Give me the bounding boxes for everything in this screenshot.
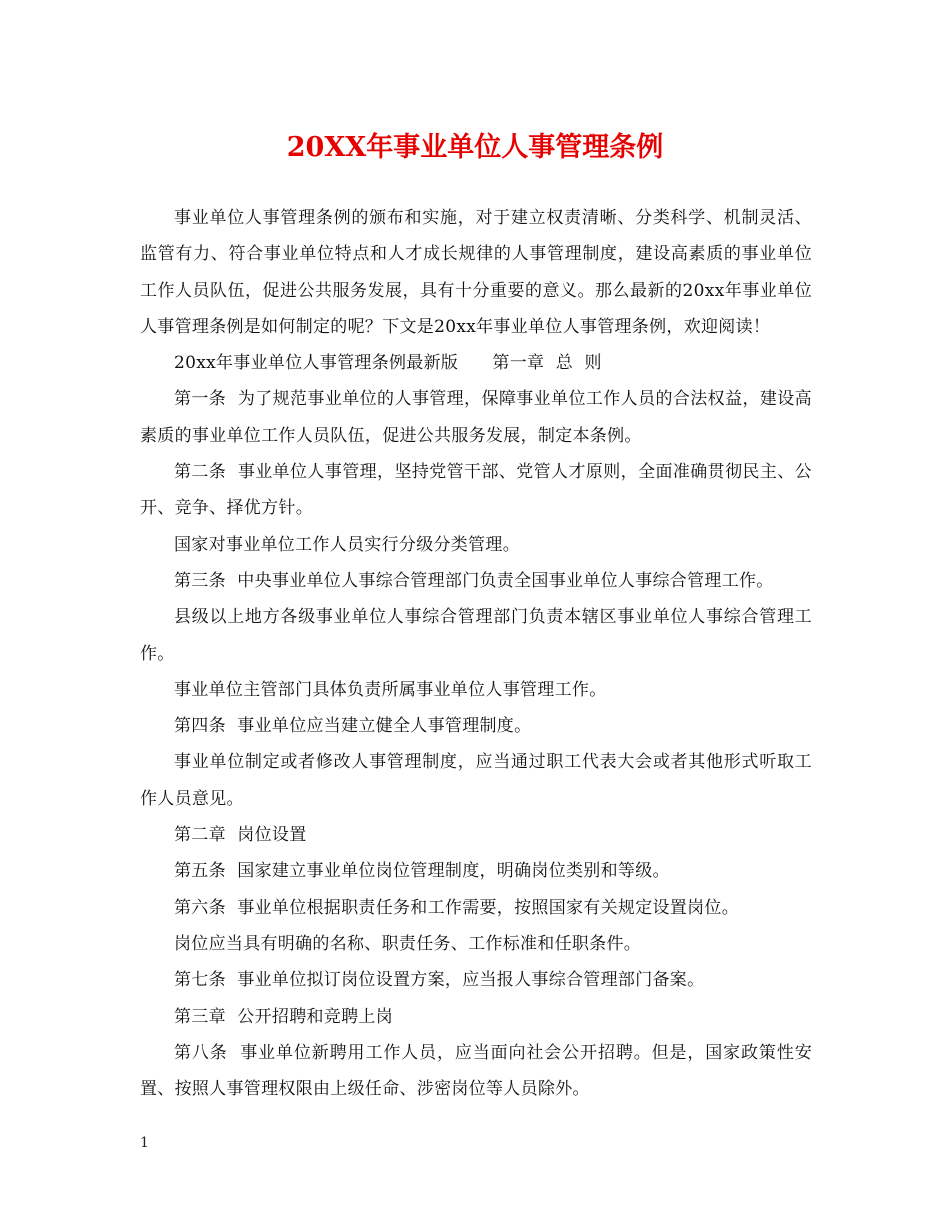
paragraph: 第一条 为了规范事业单位的人事管理，保障事业单位工作人员的合法权益，建设高素质的事业单位工作人员队伍，促进公共服务发展，制定本条例。 [140, 389, 812, 446]
paragraph: 20xx年事业单位人事管理条例最新版 第一章 总 则 [174, 353, 602, 374]
document-body [140, 200, 812, 1107]
paragraph: 事业单位人事管理条例的颁布和实施，对于建立权责清晰、分类科学、机制灵活、监管有力、符合事业单位特点和人才成长规律的人事管理制度，建设高素质的事业单位工作人员队伍，促进公共服务发展，具有十分重要的意义。那么最新的20xx年事业单位人事管理条例是如何制定的呢？下文是20xx年事业单位人事管理条例，欢迎阅读！ [140, 208, 812, 337]
paragraph: 第五条 国家建立事业单位岗位管理制度，明确岗位类别和等级。 [174, 861, 670, 882]
paragraph: 事业单位制定或者修改人事管理制度，应当通过职工代表大会或者其他形式听取工作人员意见。 [140, 752, 812, 809]
paragraph: 事业单位主管部门具体负责所属事业单位人事管理工作。 [174, 679, 607, 700]
paragraph: 第二条 事业单位人事管理，坚持党管干部、党管人才原则，全面准确贯彻民主、公开、竞争、择优方针。 [140, 462, 812, 519]
paragraph: 岗位应当具有明确的名称、职责任务、工作标准和任职条件。 [174, 933, 642, 954]
page-number: 1 [140, 1135, 149, 1151]
document-title: 20XX年事业单位人事管理条例 [286, 132, 664, 163]
paragraph: 县级以上地方各级事业单位人事综合管理部门负责本辖区事业单位人事综合管理工作。 [140, 607, 812, 664]
paragraph: 国家对事业单位工作人员实行分级分类管理。 [174, 534, 520, 555]
paragraph: 第六条 事业单位根据职责任务和工作需要，按照国家有关规定设置岗位。 [174, 897, 740, 918]
paragraph: 第三条 中央事业单位人事综合管理部门负责全国事业单位人事综合管理工作。 [174, 570, 774, 591]
paragraph: 第八条 事业单位新聘用工作人员，应当面向社会公开招聘。但是，国家政策性安置、按照人事管理权限由上级任命、涉密岗位等人员除外。 [140, 1042, 812, 1100]
chapter-heading: 第二章 岗位设置 [174, 825, 307, 846]
chapter-heading: 第三章 公开招聘和竞聘上岗 [174, 1006, 394, 1027]
paragraph: 第七条 事业单位拟订岗位设置方案，应当报人事综合管理部门备案。 [174, 970, 705, 991]
paragraph: 第四条 事业单位应当建立健全人事管理制度。 [174, 716, 532, 737]
